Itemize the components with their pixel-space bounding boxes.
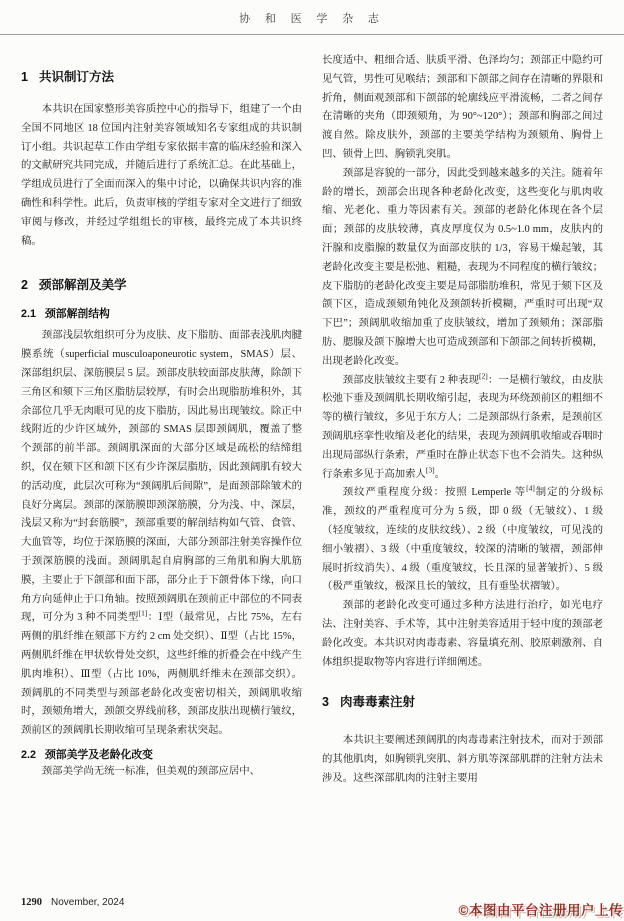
section-title: 共识制订方法	[38, 70, 114, 84]
paragraph: 本共识在国家整形美容质控中心的指导下，组建了一个由全国不同地区 18 位国内注射美容领域知名专家组成的共识制订小组。共识起草工作由学组专家依据丰富的临床经验和深入的文献研究共同完成，并随后进行了系统汇总。在此基础上，学组成员进行了全面而深入的集中讨论，以确保共识内容的准确性和科学性。此后，负责审核的学组专家对全文进行了细致审阅与修改，并经过学组组长的审核，最终完成了本共识终稿。	[21, 104, 302, 247]
subsection-title: 颈部美学及老龄化改变	[45, 748, 153, 761]
section-number: 2	[21, 278, 28, 293]
section-number: 3	[322, 695, 329, 710]
paragraph: 颈部浅层软组织可分为皮肤、皮下脂肪、面部表浅肌肉腱膜系统（superficial musculoaponeurotic system，SMAS）层、深部组织层、深筋膜层 5 层。颈部皮肤较面部皮肤薄，除颌下三角区和颏下三角区脂肪层较厚，有时会出现脂肪堆积外，其余部位几乎无肉眼可见的皮下脂肪，因此易出现皱纹。除正中线附近的少许区域外，颈部的 SMAS 层即颈阔肌，覆盖了整个颈部的前半部。颈阔肌深面的大部分区域是疏松的结缔组织，仅在颏下区和颌下区有少许深层脂肪，因此颈阔肌有较大的活动度，此层次可称为“颈阔肌后间隙”，是面颈部除皱术的良好分离层。颈部的深筋膜即颈深筋膜，分为浅、中、深层，浅层又称为“封套筋膜”，颈部重要的解剖结构如气管、食管、大血管等，均位于深筋膜的深面，大部分颈部注射美容操作位于颈深筋膜的浅面。颈阔肌起自肩胸部的三角肌和胸大肌筋膜，主要止于下颌部和面下部，部分止于下颌骨体下缘，向口角方向延伸止于口角轴。按照颈阔肌在颈前正中部位的不同表现，可分为 3 种不同类型[1]：Ⅰ型（最常见，占比 75%，左右两侧的肌纤维在颏部下方约 2 cm 处交织）、Ⅱ型（占比 15%，两侧肌纤维在甲状软骨处交织，这些纤维的折叠会在中线产生肌肉堆积）、Ⅲ型（占比 10%，两侧肌纤维未在颈部交织）。颈阔肌的不同类型与颈部老龄化改变密切相关，颈阔肌收缩时，颈颏角增大，颈颌交界线前移，颈部皮肤出现横行皱纹，颈前区的颈阔肌长期收缩可呈现条索状突起。	[21, 330, 303, 737]
right-column	[322, 52, 603, 789]
page-header	[0, 0, 624, 27]
paragraph: 颈部是容貌的一部分，因此受到越来越多的关注。随着年龄的增长，颈部会出现各种老龄化改变，这些变化与肌肉收缩、光老化、重力等因素有关。颈部的老龄化体现在各个层面；颈部的皮肤较薄，真皮厚度仅为 0.5~1.0 mm，皮肤内的汗腺和皮脂腺的数量仅为面部皮肤的 1/3，容易干燥起皱，其老龄化改变主要是松弛、粗糙，表现为不同程度的横行皱纹；皮下脂肪的老龄化改变主要是局部脂肪堆积，常见于颏下区及颌下区，造成颈颏角钝化及颈颌转折模糊，严重时可出现“双下巴”；颈阔肌收缩加重了皮肤皱纹，增加了颈颏角；深部脂肪、腮腺及颌下腺增大也可造成颈部和下颌部之间转折模糊，出现老龄化改变。	[322, 167, 603, 367]
paragraph: 颈部的老龄化改变可通过多种方法进行治疗，如光电疗法、注射美容、手术等，其中注射美容适用于轻中度的颈部老龄化改变。本共识对肉毒毒素、容量填充剂、胶原刺激剂、自体组织提取物等内容进行详细阐述。	[322, 600, 603, 668]
paragraph: 本共识主要阐述颈阔肌的肉毒毒素注射技术，而对于颈部的其他肌肉，如胸锁乳突肌、斜方肌等深部肌群的注射方法未涉及。这些深部肌肉的注射主要用	[322, 735, 603, 784]
section-heading-3	[322, 695, 603, 710]
paragraph: 颈纹严重程度分级：按照 Lemperle 等[4]制定的分级标准，颈纹的严重程度可分为 5 级，即 0 级（无皱纹）、1 级（轻度皱纹，连续的皮肤纹线）、2 级（中度皱纹，可见浅的细小皱褶）、3 级（中重度皱纹，较深的清晰的皱褶，颈部伸展时折纹消失）、4 级（重度皱纹，长且深的显著皱折）、5 级（极严重皱纹，极深且长的皱纹，且有垂坠状褶皱）。	[322, 483, 603, 593]
section-number: 1	[21, 70, 28, 84]
left-column	[21, 52, 302, 789]
subsection-title: 颈部解剖结构	[45, 308, 110, 321]
page-footer	[21, 897, 124, 908]
upload-watermark: ©本图由平台注册用户上传	[458, 903, 623, 918]
section-heading-1	[21, 70, 302, 85]
paragraph-continuation: 长度适中、粗细合适、肤质平滑、色泽均匀；颈部正中隐约可见气管，男性可见喉结；颈部和下颌部之间存在清晰的界限和折角，侧面观颈部和下颌部的轮廓线应平滑流畅，二者之间存在清晰的夹角（即颈颏角，为 90°~120°）；颈部和胸部之间过渡自然。除皮肤外，颈部的主要美学结构为颈颏角、胸骨上凹、锁骨上凹、胸锁乳突肌。	[322, 55, 603, 160]
section-title: 颈部解剖及美学	[38, 278, 127, 293]
section-title: 肉毒毒素注射	[339, 695, 415, 710]
paragraph: 颈部皮肤皱纹主要有 2 种表现[2]：一是横行皱纹，由皮肤松弛下垂及颈阔肌长期收缩引起，表现为环绕颈前区的粗细不等的横行皱纹，多见于东方人；二是颈部纵行条索，是颈前区颈阔肌痉挛性收缩及老化的结果，表现为颈阔肌收缩或吞咽时出现局部纵行条索，严重时在静止状态下也不会消失。这种纵行条索多见于高加索人[3]。	[322, 371, 604, 480]
journal-title: 协 和 医 学 杂 志	[239, 13, 385, 25]
subsection-number: 2.2	[21, 748, 37, 761]
two-column-body	[0, 35, 624, 789]
paragraph: 颈部美学尚无统一标准，但美观的颈部应居中、	[41, 765, 260, 777]
footer-date: November, 2024	[51, 897, 125, 908]
subsection-heading-2-2	[21, 748, 302, 762]
section-heading-2	[21, 278, 302, 293]
subsection-heading-2-1	[21, 307, 302, 321]
subsection-number: 2.1	[21, 308, 37, 321]
page-number: 1290	[21, 897, 42, 908]
